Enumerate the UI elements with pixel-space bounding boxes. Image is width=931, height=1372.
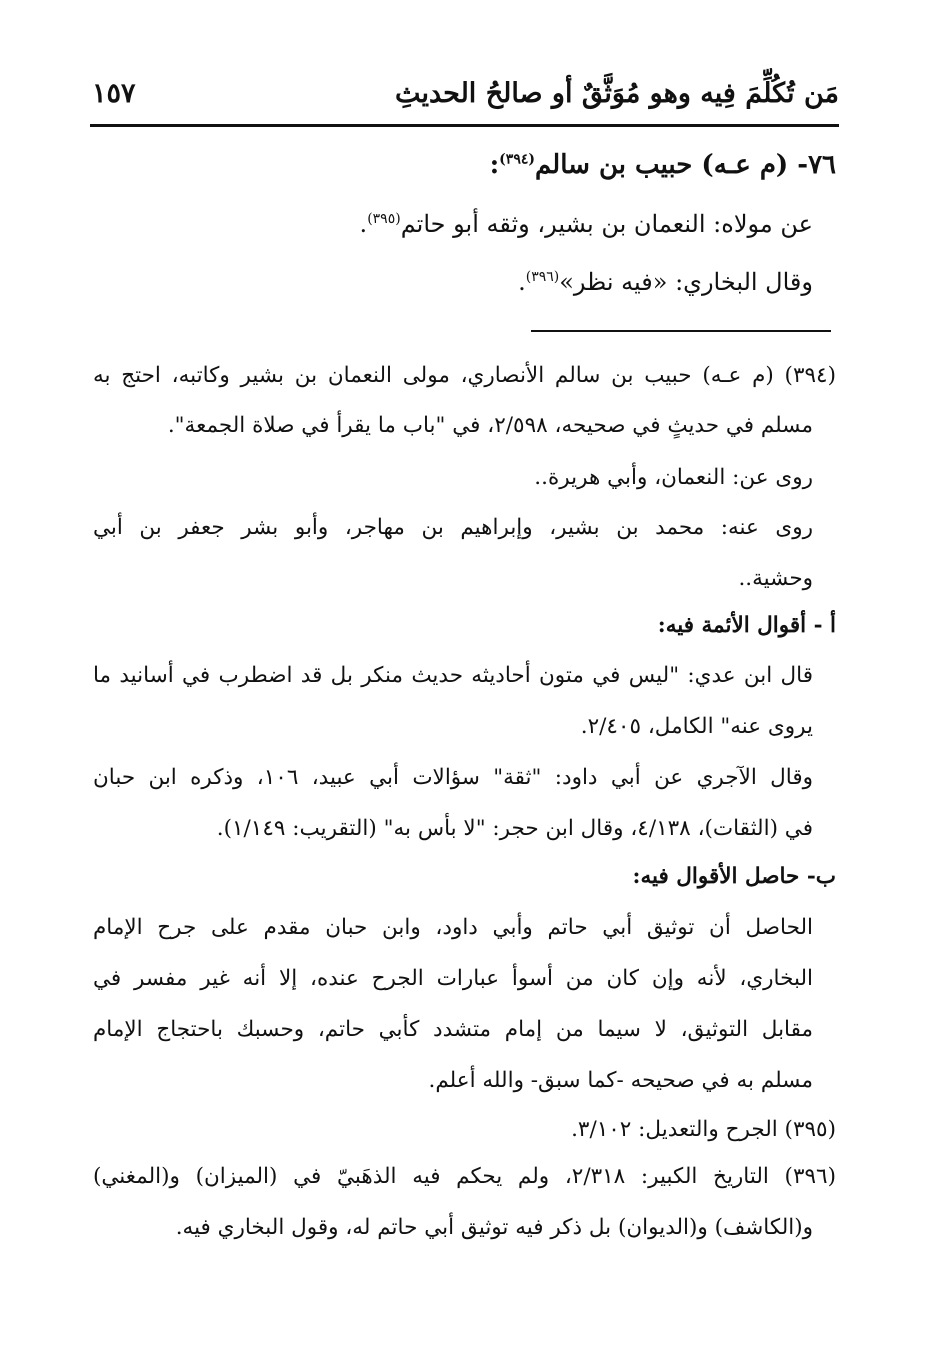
section-a-title: أ - أقوال الأئمة فيه: bbox=[657, 613, 836, 638]
entry-line-2 bbox=[518, 268, 813, 296]
section-b-line-2: البخاري، لأنه وإن كان من أسوأ عبارات الجرح عنده، إلا أنه غير مفسر في bbox=[93, 966, 813, 991]
footnote-separator bbox=[531, 330, 831, 332]
entry-heading bbox=[490, 150, 836, 180]
entry-heading-text: ٧٦- (م عـه) حبيب بن سالم bbox=[534, 150, 836, 180]
section-b-title: ب- حاصل الأقوال فيه: bbox=[632, 864, 836, 889]
footnote-396-line-2: و(الكاشف) و(الديوان) بل ذكر فيه توثيق أبي حاتم له، وقول البخاري فيه. bbox=[175, 1215, 813, 1240]
footnote-ref-396: (٣٩٦) bbox=[525, 269, 560, 285]
section-b-line-1: الحاصل أن توثيق أبي حاتم وأبي داود، وابن حبان مقدم على جرح الإمام bbox=[93, 915, 813, 940]
entry-line-1-end: . bbox=[359, 210, 368, 238]
section-a-line-1: قال ابن عدي: "ليس في متون أحاديثه حديث منكر بل قد اضطرب في أسانيد ما bbox=[93, 663, 813, 688]
running-title: مَن تُكُلِّمَ فِيه وهو مُوَثَّقٌ أو صالحُ الحديثِ bbox=[394, 78, 839, 109]
entry-line-1-text: عن مولاه: النعمان بن بشير، وثقه أبو حاتم bbox=[400, 210, 813, 238]
footnote-ref-395: (٣٩٥) bbox=[367, 211, 401, 227]
section-a-line-3: وقال الآجري عن أبي داود: "ثقة" سؤالات أبي عبيد، ١٠٦، وذكره ابن حبان bbox=[93, 765, 813, 790]
entry-line-2-text: وقال البخاري: «فيه نظر» bbox=[559, 268, 813, 296]
footnote-395: (٣٩٥) الجرح والتعديل: ٣/١٠٢. bbox=[571, 1117, 836, 1142]
section-a-line-4: في (الثقات)، ٤/١٣٨، وقال ابن حجر: "لا بأس به" (التقريب: ١/١٤٩). bbox=[216, 816, 813, 841]
page-header bbox=[90, 72, 839, 120]
entry-heading-colon: : bbox=[489, 150, 500, 180]
footnote-396-line-1: (٣٩٦) التاريخ الكبير: ٢/٣١٨، ولم يحكم فيه الذهَبيّ في (الميزان) و(المغني) bbox=[93, 1164, 836, 1189]
section-a-line-2: يروى عنه" الكامل، ٢/٤٠٥. bbox=[580, 714, 813, 739]
footnote-394-line-4: روى عنه: محمد بن بشير، وإبراهيم بن مهاجر، وأبو بشر جعفر بن أبي bbox=[93, 515, 813, 540]
footnote-ref-394: (٣٩٤) bbox=[499, 151, 535, 168]
footnote-394-line-3: روى عن: النعمان، وأبي هريرة.. bbox=[534, 465, 813, 490]
entry-line-1 bbox=[360, 210, 813, 238]
section-b-line-4: مسلم به في صحيحه -كما سبق- والله أعلم. bbox=[428, 1068, 813, 1093]
section-b-line-3: مقابل التوثيق، لا سيما من إمام متشدد كأبي حاتم، وحسبك باحتجاج الإمام bbox=[93, 1017, 814, 1042]
footnote-394-line-2: مسلم في حديثٍ في صحيحه، ٢/٥٩٨، في "باب ما يقرأ في صلاة الجمعة". bbox=[167, 413, 813, 438]
footnote-394-line-1: (٣٩٤) (م عـه) حبيب بن سالم الأنصاري، مولى النعمان بن بشير وكاتبه، احتج به bbox=[93, 363, 836, 388]
header-rule bbox=[90, 124, 839, 127]
page-number: ١٥٧ bbox=[92, 78, 136, 109]
entry-line-2-end: . bbox=[518, 268, 526, 296]
footnote-394-line-5: وحشية.. bbox=[738, 566, 813, 591]
